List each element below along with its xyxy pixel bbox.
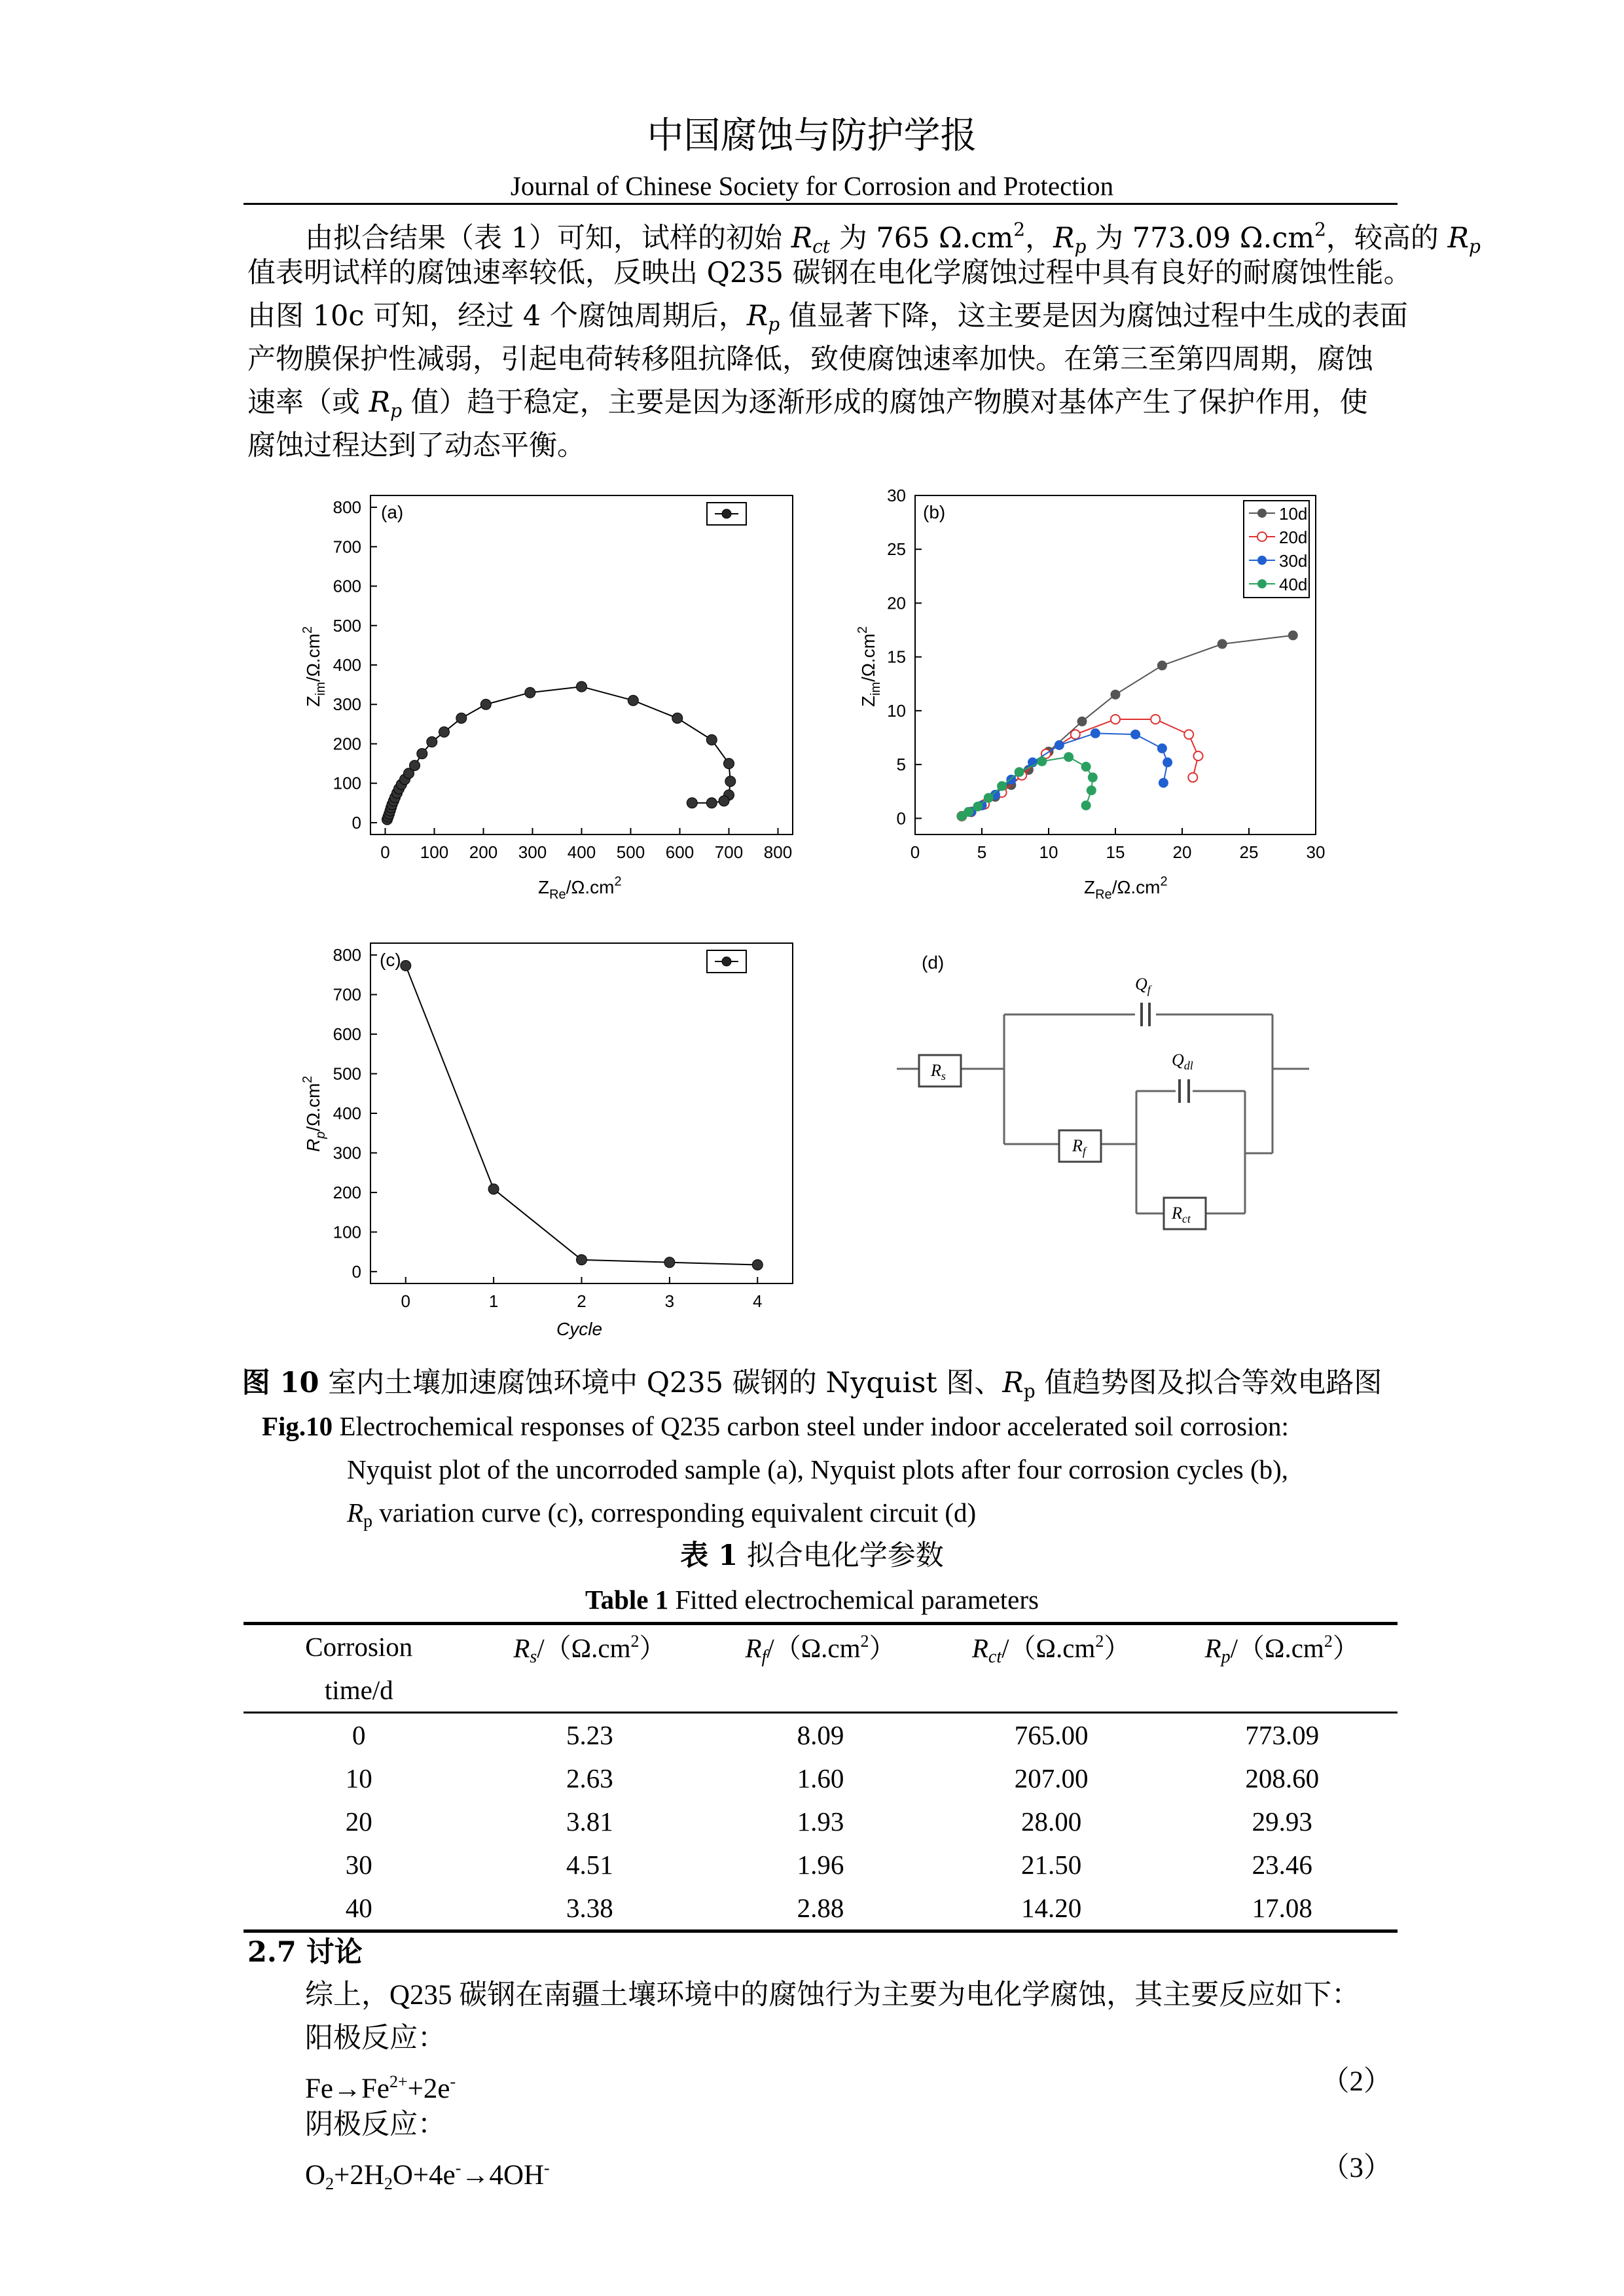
section-heading: 2.7 讨论 (247, 1936, 363, 1969)
data-point (401, 960, 411, 971)
data-point (417, 749, 427, 759)
data-point (439, 726, 450, 737)
y-tick-label: 100 (333, 773, 361, 793)
y-tick-label: 10 (887, 700, 906, 721)
data-point (984, 793, 993, 802)
caption-text: Electrochemical responses of Q235 carbon steel under indoor accelerated soil corrosion: (333, 1411, 1289, 1441)
x-tick-label: 4 (753, 1291, 763, 1311)
x-ticks (911, 828, 1326, 862)
data-point (1151, 715, 1160, 724)
plot-frame (370, 943, 793, 1283)
legend-label-20d: 20d (1279, 528, 1308, 547)
rp-symbol: R (347, 1498, 364, 1528)
x-tick-label: 30 (1306, 842, 1326, 862)
header-time: Corrosion (244, 1624, 475, 1669)
data-point (1111, 715, 1120, 724)
legend-label-30d: 30d (1279, 551, 1308, 571)
data-point (427, 737, 437, 747)
table-title-text: Fitted electrochemical parameters (668, 1585, 1039, 1615)
journal-title-cn: 中国腐蚀与防护学报 (647, 115, 977, 157)
intro-text: 值）趋于稳定，主要是因为逐渐形成的腐蚀产物膜对基体产生了保护作用，使 (402, 386, 1368, 419)
y-ticks (887, 486, 922, 828)
y-tick-label: 200 (333, 734, 361, 754)
intro-text: 速率（或 (247, 386, 369, 419)
legend-marker (722, 957, 731, 966)
legend-marker-10d (1257, 509, 1267, 518)
header-time-unit: time/d (244, 1668, 475, 1713)
data-points (957, 631, 1297, 821)
y-axis-label: $Z_{im}/\Omega.cm^2$ (856, 626, 883, 707)
series-line (388, 687, 731, 819)
x-tick-label: 0 (401, 1291, 410, 1311)
header-rct: Rct/$(\Omega.cm^2)$ (936, 1624, 1167, 1669)
equivalent-circuit (897, 952, 1309, 1229)
intro-text: 由图 10c 可知，经过 4 个腐蚀周期后， (247, 300, 747, 332)
y-tick-label: 25 (887, 539, 906, 560)
x-tick-label: 500 (616, 842, 645, 862)
x-tick-label: 100 (420, 842, 449, 862)
rct-subscript: ct (812, 236, 831, 257)
panel-tag-b: (b) (923, 502, 946, 522)
table-title-en (0, 1580, 1624, 1619)
data-point (577, 681, 587, 692)
rct-label: $R_{ct}$ (1172, 1204, 1191, 1225)
equation-number: （2） (1321, 2066, 1392, 2097)
data-point (706, 734, 717, 745)
x-tick-label: 2 (577, 1291, 586, 1311)
intro-text: ， (1025, 222, 1054, 255)
y-tick-label: 15 (887, 647, 906, 667)
intro-line-6: 腐蚀过程达到了动态平衡。 (247, 429, 585, 462)
x-tick-label: 0 (380, 842, 390, 862)
y-tick-label: 0 (896, 808, 906, 829)
data-point (664, 1257, 675, 1268)
data-point (1015, 768, 1024, 777)
x-axis-label: Cycle (556, 1319, 603, 1339)
data-point (706, 798, 717, 808)
rp-symbol: R (1002, 1367, 1024, 1399)
discussion-text: 综上，Q235 碳钢在南疆土壤环境中的腐蚀行为主要为电化学腐蚀，其主要反应如下： (305, 1980, 1360, 2011)
equation-2: $Fe\to Fe^{2+}+2e^-$ （2） (305, 2060, 1392, 2111)
legend-marker-20d (1257, 532, 1267, 541)
y-tick-label: 800 (333, 497, 361, 518)
y-tick-label: 300 (333, 1143, 361, 1163)
x-tick-label: 5 (977, 842, 987, 862)
data-point (1131, 730, 1140, 739)
chart-c (300, 943, 793, 1339)
y-tick-label: 500 (333, 615, 361, 636)
table-row: 30 4.51 1.96 21.50 23.46 (345, 1850, 1312, 1880)
y-tick-label: 0 (352, 812, 361, 833)
panel-tag-a: (a) (381, 502, 404, 522)
x-tick-label: 25 (1239, 842, 1259, 862)
header-rs: $Rs/(\Omega.cm^2)$ (475, 1624, 706, 1669)
data-point (628, 695, 638, 706)
y-tick-label: 400 (333, 1103, 361, 1123)
data-point (964, 808, 973, 817)
legend (707, 950, 746, 973)
intro-text: 值显著下降，这主要是因为腐蚀过程中生成的表面 (780, 300, 1408, 332)
caption-text: variation curve (c), corresponding equivalent circuit (d) (372, 1498, 977, 1528)
anode-label: 阳极反应： (305, 2023, 446, 2054)
data-point (973, 802, 983, 811)
x-tick-label: 400 (567, 842, 596, 862)
y-tick-label: 600 (333, 1024, 361, 1045)
data-point (480, 699, 491, 709)
parameters-table (244, 1622, 1398, 1933)
rp-subscript: p (1023, 1380, 1036, 1402)
data-point (1091, 728, 1100, 738)
y-tick-label: 400 (333, 655, 361, 675)
series-line (962, 733, 1167, 816)
rf-label: $R_f$ (1072, 1136, 1086, 1158)
table-row: 20 3.81 1.93 28.00 29.93 (345, 1806, 1312, 1837)
equation-number: （3） (1321, 2153, 1392, 2183)
data-point (1087, 786, 1096, 795)
data-point (1184, 730, 1193, 739)
data-point (687, 798, 697, 808)
y-tick-label: 0 (352, 1261, 361, 1282)
table-label: Table 1 (585, 1585, 669, 1615)
rp-subscript: p (390, 400, 402, 422)
data-point (752, 1260, 763, 1270)
chart-b (856, 486, 1325, 902)
rp-symbol: R (369, 386, 391, 419)
data-point (1157, 661, 1166, 670)
data-point (1159, 778, 1168, 787)
table-row: 0 5.23 8.09 765.00 773.09 (352, 1720, 1320, 1750)
data-point (998, 781, 1007, 791)
rp-subscript: p (1468, 236, 1481, 257)
data-point (488, 1184, 499, 1194)
table-title-cn (0, 1535, 1624, 1576)
intro-text: 为 773.09 Ω.cm (1086, 222, 1315, 255)
x-tick-label: 600 (665, 842, 695, 862)
superscript: 2 (1013, 219, 1026, 240)
data-point (719, 796, 729, 806)
data-point (1194, 751, 1203, 761)
rs-label: $R_s$ (931, 1061, 946, 1083)
superscript: 2 (1314, 219, 1326, 240)
y-tick-label: 30 (887, 486, 906, 505)
table-row: 10 2.63 1.60 207.00 208.60 (345, 1763, 1320, 1793)
y-tick-label: 700 (333, 537, 361, 557)
y-tick-label: 500 (333, 1064, 361, 1084)
y-axis-label: $R_p/\Omega.cm^2$ (300, 1075, 328, 1152)
x-tick-label: 200 (469, 842, 498, 862)
rct-symbol: R (791, 222, 813, 255)
circuit-wires (897, 1014, 1309, 1213)
y-tick-label: 200 (333, 1182, 361, 1202)
data-points (382, 681, 736, 825)
rp-subscript: p (1074, 236, 1087, 257)
x-tick-label: 300 (518, 842, 547, 862)
legend-label-10d: 10d (1279, 504, 1308, 524)
data-point (1188, 773, 1197, 782)
data-point (1088, 773, 1097, 782)
qf-capacitor (1142, 1003, 1149, 1026)
y-tick-label: 300 (333, 694, 361, 715)
data-point (1111, 690, 1120, 699)
header-rp: $Rp/(\Omega.cm^2)$ (1166, 1624, 1398, 1669)
caption-label: 图 10 (242, 1367, 319, 1399)
y-tick-label: 20 (887, 593, 906, 613)
y-tick-label: 700 (333, 984, 361, 1005)
intro-line-2: 值表明试样的腐蚀速率较低，反映出 Q235 碳钢在电化学腐蚀过程中具有良好的耐腐蚀性能。 (247, 257, 1412, 289)
rp-subscript: p (363, 1511, 373, 1532)
x-tick-label: 10 (1039, 842, 1058, 862)
qf-label: $Q_f$ (1135, 975, 1151, 996)
rp-subscript: p (768, 314, 780, 335)
data-point (1071, 730, 1080, 739)
data-point (1288, 631, 1297, 640)
table-row: 40 3.38 2.88 14.20 17.08 (244, 1886, 1398, 1931)
cathode-label: 阴极反应： (305, 2109, 446, 2140)
data-point (456, 713, 467, 723)
data-point (725, 776, 736, 787)
legend (1244, 501, 1309, 598)
data-point (1081, 801, 1091, 810)
x-ticks (380, 828, 792, 862)
journal-title-en: Journal of Chinese Society for Corrosion and Protection (510, 171, 1114, 201)
x-tick-label: 20 (1172, 842, 1192, 862)
rp-symbol: R (1053, 222, 1075, 255)
x-ticks (401, 1277, 763, 1311)
y-tick-label: 800 (333, 945, 361, 965)
legend-label-40d: 40d (1279, 575, 1308, 594)
x-axis-label: $Z_{Re}/\Omega.cm^2$ (1084, 874, 1168, 902)
data-point (724, 759, 734, 769)
rp-symbol: R (1447, 222, 1469, 255)
y-tick-label: 5 (896, 755, 906, 775)
data-point (672, 713, 683, 723)
intro-text: 由拟合结果（表 1）可知，试样的初始 (305, 222, 791, 255)
x-axis-label: $Z_{Re}/\Omega.cm^2$ (538, 874, 622, 902)
intro-text: 为 765 Ω.cm (830, 222, 1014, 255)
x-tick-label: 3 (664, 1291, 675, 1311)
data-point (577, 1255, 587, 1265)
intro-text: ，较高的 (1326, 222, 1448, 255)
figure-caption-en-line-1 (262, 1405, 1401, 1448)
table-header-row-2 (244, 1668, 1398, 1713)
qdl-capacitor (1180, 1079, 1189, 1103)
data-point (1081, 762, 1091, 771)
data-points (401, 960, 763, 1270)
data-point (1157, 744, 1166, 753)
data-point (1064, 753, 1074, 762)
chart-a (300, 495, 793, 902)
data-point (410, 761, 420, 771)
y-tick-label: 600 (333, 576, 361, 596)
table-label: 表 1 (680, 1539, 738, 1572)
data-point (1218, 639, 1227, 649)
data-point (1163, 758, 1172, 767)
figure-caption-en-line-2: Nyquist plot of the uncorroded sample (a), Nyquist plots after four corrosion cycles (b), (347, 1454, 1289, 1484)
data-point (1077, 717, 1087, 726)
data-point (1038, 757, 1047, 766)
panel-tag-d: (d) (922, 952, 945, 973)
equation-3: O2+2H2O+4e-→4OH- （3） (305, 2147, 1392, 2206)
y-axis-label: $Z_{im}/\Omega.cm^2$ (300, 626, 328, 707)
legend-marker (722, 509, 731, 518)
y-tick-label: 100 (333, 1222, 361, 1242)
x-tick-label: 800 (763, 842, 793, 862)
intro-line-4: 产物膜保护性减弱，引起电荷转移阻抗降低，致使腐蚀速率加快。在第三至第四周期，腐蚀 (247, 343, 1373, 376)
panel-tag-c: (c) (380, 950, 401, 970)
header-rf: $Rf/(\Omega.cm^2)$ (705, 1624, 936, 1669)
table-header-row (244, 1624, 1398, 1669)
caption-text: 值趋势图及拟合等效电路图 (1035, 1367, 1382, 1399)
x-tick-label: 700 (714, 842, 744, 862)
table-title-text: 拟合电化学参数 (738, 1539, 944, 1572)
series-line (406, 965, 758, 1265)
x-tick-label: 0 (910, 842, 920, 862)
legend-marker-30d (1257, 556, 1267, 565)
legend-marker-40d (1257, 579, 1267, 588)
data-point (525, 687, 535, 698)
qdl-label: $Q_{dl}$ (1172, 1050, 1193, 1072)
rp-symbol: R (746, 300, 768, 332)
caption-label: Fig.10 (262, 1411, 333, 1441)
data-point (1055, 741, 1064, 750)
x-tick-label: 15 (1106, 842, 1125, 862)
x-tick-label: 1 (488, 1291, 499, 1311)
caption-text: 室内土壤加速腐蚀环境中 Q235 碳钢的 Nyquist 图、 (319, 1367, 1003, 1399)
legend (707, 503, 746, 525)
